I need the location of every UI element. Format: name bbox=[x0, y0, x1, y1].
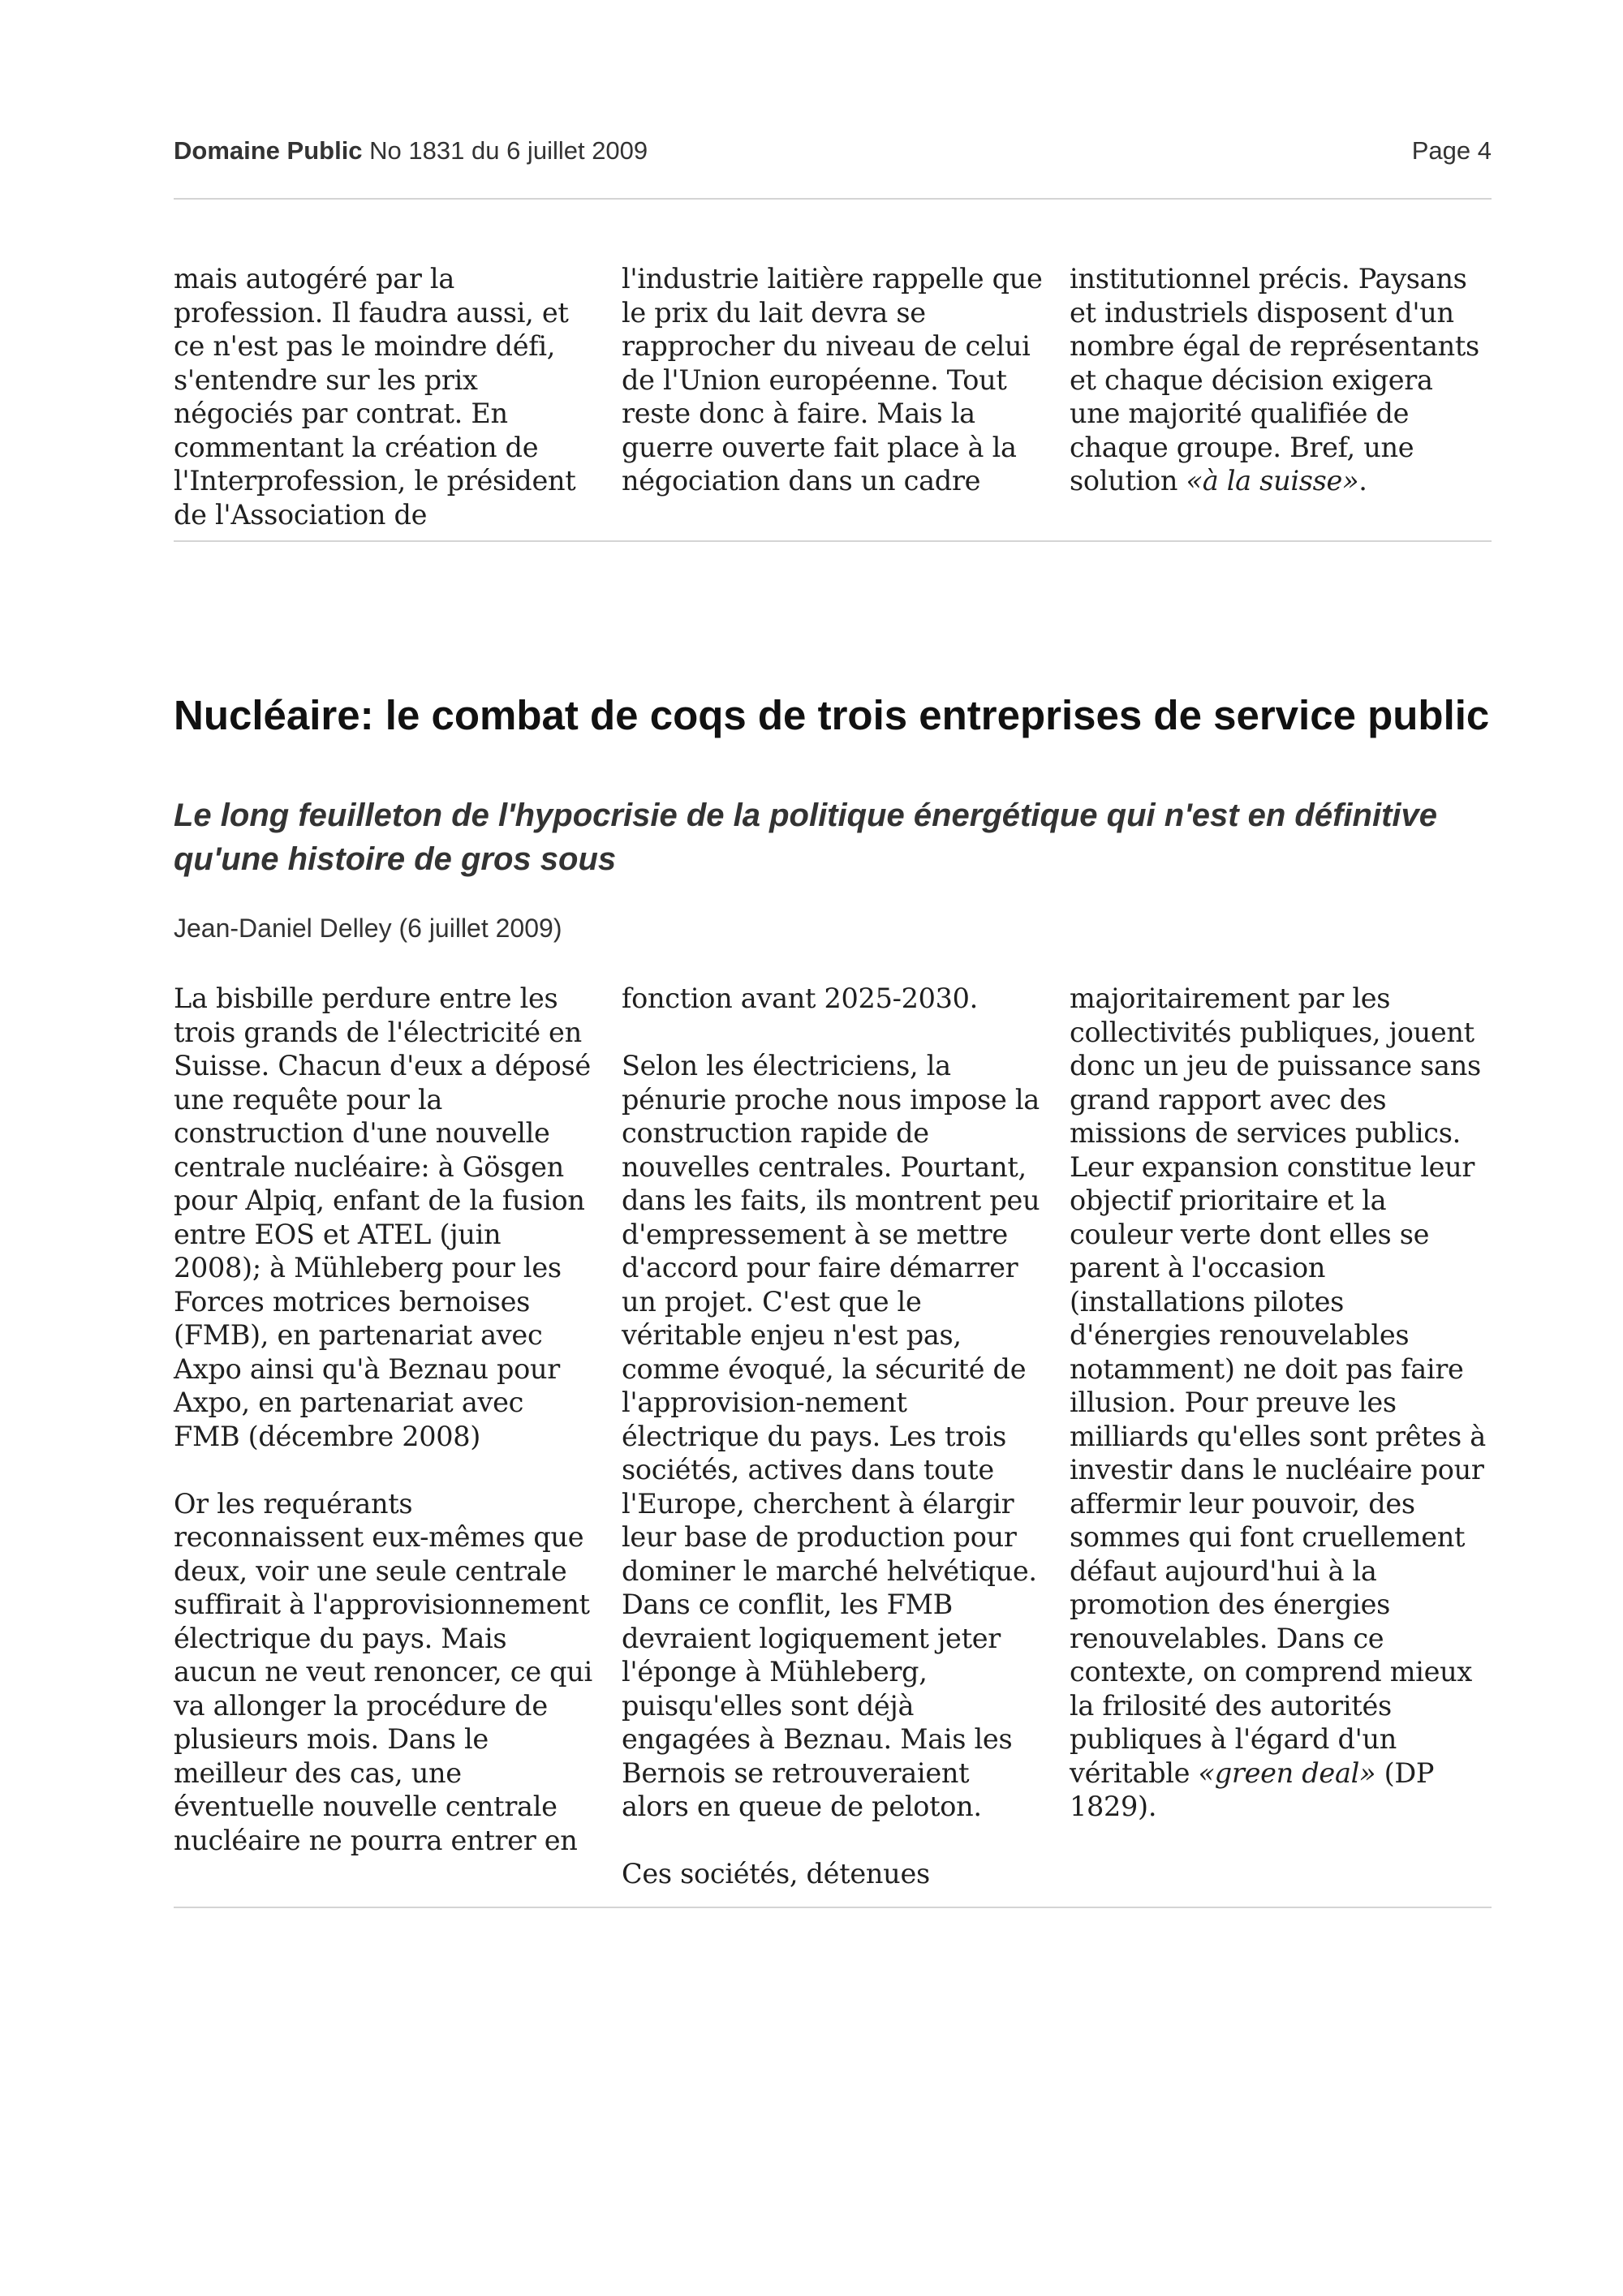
article-column-1 bbox=[174, 982, 596, 1891]
page-number: Page 4 bbox=[1411, 136, 1492, 165]
emphasis-text: «à la suisse» bbox=[1186, 465, 1359, 497]
previous-article-columns bbox=[174, 262, 1492, 531]
paragraph: Ces sociétés, détenues bbox=[622, 1858, 930, 1890]
previous-article-column-3 bbox=[1070, 262, 1492, 531]
paragraph: l'industrie laitière rappelle que le prix du lait devra se rapprocher du niveau de celui de l'Union européenne. Tout reste donc à faire. Mais la guerre ouverte fait place à la négociation dans un cadre bbox=[622, 263, 1043, 497]
paragraph: Selon les électriciens, la pénurie proche nous impose la construction rapide de nouvelles centrales. Pourtant, dans les faits, ils montrent peu d'empressement à se mettre d'accord pour faire démarrer un projet. C'est que le véritable enjeu n'est pas, comme évoqué, la sécurité de l'approvision-nement électrique du pays. Les trois sociétés, actives dans toute l'Europe, cherchent à élargir leur base de production pour dominer le marché helvétique. Dans ce conflit, les FMB devraient logiquement jeter l'éponge à Mühleberg, puisqu'elles sont déjà engagées à Beznau. Mais les Bernois se retrouveraient alors en queue de peloton. bbox=[622, 1050, 1040, 1822]
paragraph: La bisbille perdure entre les trois grands de l'électricité en Suisse. Chacun d'eux a déposé une requête pour la construction d'une nouvelle centrale nucléaire: à Gösgen pour Alpiq, enfant de la fusion entre EOS et ATEL (juin 2008); à Mühleberg pour les Forces motrices bernoises (FMB), en partenariat avec Axpo ainsi qu'à Beznau pour Axpo, en partenariat avec FMB (décembre 2008) bbox=[174, 982, 591, 1452]
article-columns bbox=[174, 982, 1492, 1891]
footer-divider bbox=[174, 1907, 1492, 1908]
paragraph: mais autogéré par la profession. Il faudra aussi, et ce n'est pas le moindre défi, s'entendre sur les prix négociés par contrat. En commentant la création de l'Interprofession, le président de l'Association de bbox=[174, 263, 576, 531]
emphasis-text: «green deal» bbox=[1198, 1756, 1376, 1789]
publication-name: Domaine Public bbox=[174, 136, 363, 165]
page-header bbox=[174, 136, 1492, 166]
article-column-3 bbox=[1070, 982, 1492, 1891]
article-title: Nucléaire: le combat de coqs de trois entreprises de service public bbox=[174, 692, 1490, 738]
article-column-2 bbox=[622, 982, 1044, 1891]
previous-article-column-1 bbox=[174, 262, 596, 531]
section-divider bbox=[174, 540, 1492, 542]
header-divider bbox=[174, 198, 1492, 200]
article-subtitle: Le long feuilleton de l'hypocrisie de la politique énergétique qui n'est en définitive qu'une histoire de gros sous bbox=[174, 798, 1438, 877]
paragraph: majoritairement par les collectivités publiques, jouent donc un jeu de puissance sans grand rapport avec des missions de services publics. Leur expansion constitue leur objectif prioritaire et la couleur verte dont elles se parent à l'occasion (installations pilotes d'énergies renouvelables notamment) ne doit pas faire illusion. Pour preuve les milliards qu'elles sont prêtes à investir dans le nucléaire pour affermir leur pouvoir, des sommes qui font cruellement défaut aujourd'hui à la promotion des énergies renouvelables. Dans ce contexte, on comprend mieux la frilosité des autorités publiques à l'égard d'un véritable «green deal» (DP 1829). bbox=[1070, 982, 1486, 1822]
issue-info: No 1831 du 6 juillet 2009 bbox=[369, 136, 648, 165]
article-byline: Jean-Daniel Delley (6 juillet 2009) bbox=[174, 914, 562, 943]
paragraph: fonction avant 2025-2030. bbox=[622, 982, 979, 1014]
previous-article-column-2 bbox=[622, 262, 1044, 531]
paragraph: Or les requérants reconnaissent eux-mêmes que deux, voir une seule centrale suffirait à l'approvisionnement électrique du pays. Mais aucun ne veut renoncer, ce qui va allonger la procédure de plusieurs mois. Dans le meilleur des cas, une éventuelle nouvelle centrale nucléaire ne pourra entrer en bbox=[174, 1487, 592, 1856]
paragraph: institutionnel précis. Paysans et industriels disposent d'un nombre égal de représentants et chaque décision exigera une majorité qualifiée de chaque groupe. Bref, une solution «à la suisse». bbox=[1070, 263, 1479, 497]
